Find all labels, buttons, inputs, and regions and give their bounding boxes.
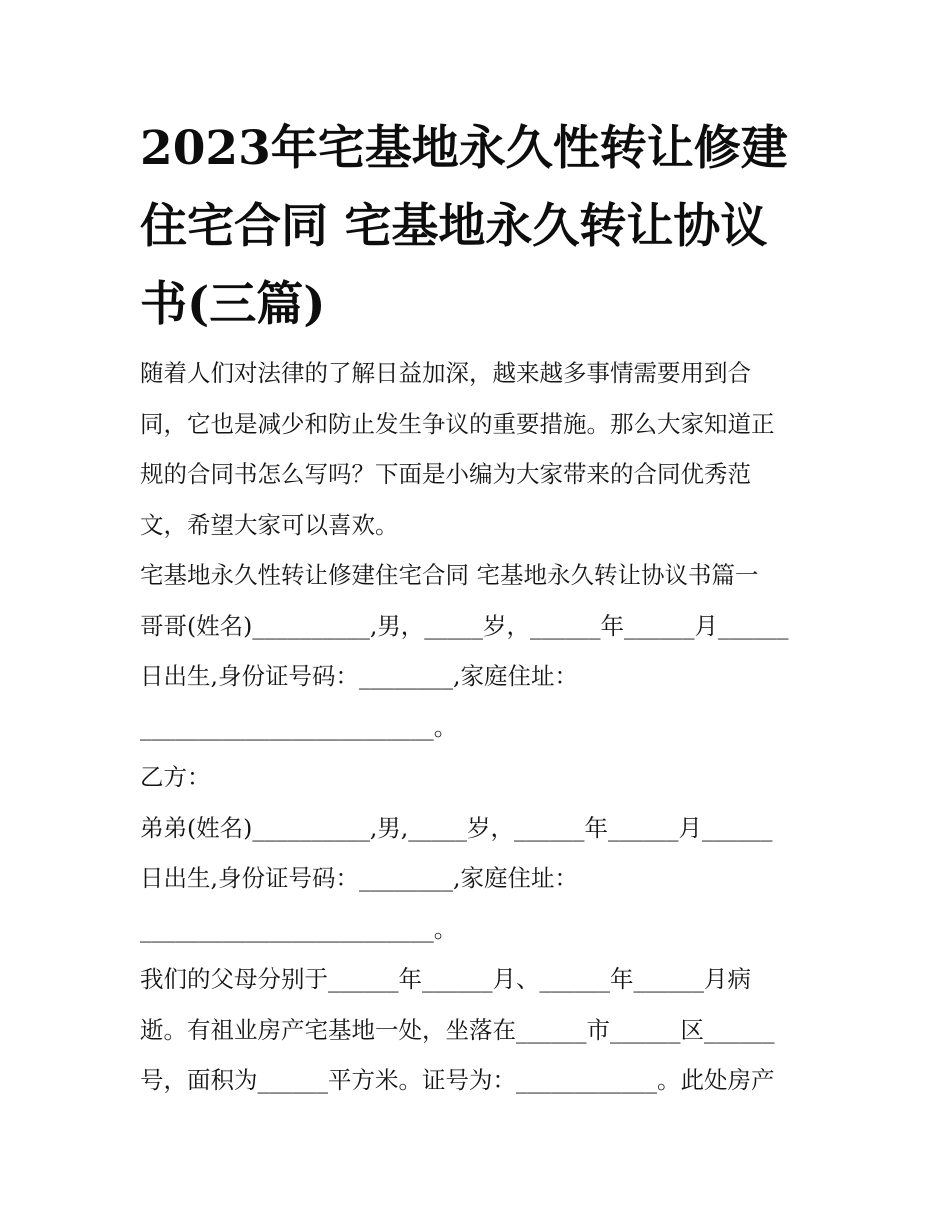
body-line: 同，它也是减少和防止发生争议的重要措施。那么大家知道正 <box>140 409 775 438</box>
party-b-address-blank: _________________________。 <box>140 914 458 943</box>
body-line: 随着人们对法律的了解日益加深，越来越多事情需要用到合 <box>140 359 751 387</box>
party-b-info-line: 弟弟(姓名)__________,男,_____岁，______年______月______ <box>140 813 773 842</box>
title-line: 书(三篇) <box>140 277 326 332</box>
section-heading: 宅基地永久性转让修建住宅合同 宅基地永久转让协议书篇一 <box>140 561 759 589</box>
document-page <box>140 110 820 1106</box>
party-b-label: 乙方： <box>140 763 211 791</box>
document-body <box>140 348 820 1106</box>
title-line: 住宅合同 宅基地永久转让协议 <box>140 199 768 254</box>
body-line: 规的合同书怎么写吗？下面是小编为大家带来的合同优秀范 <box>140 460 751 488</box>
body-line: 文，希望大家可以喜欢。 <box>140 510 399 539</box>
body-line: 逝。有祖业房产宅基地一处，坐落在______市______区______ <box>140 1015 775 1044</box>
document-title <box>140 110 820 344</box>
party-a-info-line: 哥哥(姓名)__________,男，_____岁，______年______月______ <box>140 611 789 640</box>
party-a-info-line: 日出生,身份证号码：________,家庭住址： <box>140 662 578 690</box>
title-line: 2023年宅基地永久性转让修建 <box>140 121 788 176</box>
body-line: 我们的父母分别于______年______月、______年______月病 <box>140 965 751 993</box>
body-line: 号，面积为______平方米。证号为：____________。此处房产 <box>140 1066 775 1094</box>
party-b-info-line: 日出生,身份证号码：________,家庭住址： <box>140 864 578 892</box>
party-a-address-blank: _________________________。 <box>140 712 458 741</box>
